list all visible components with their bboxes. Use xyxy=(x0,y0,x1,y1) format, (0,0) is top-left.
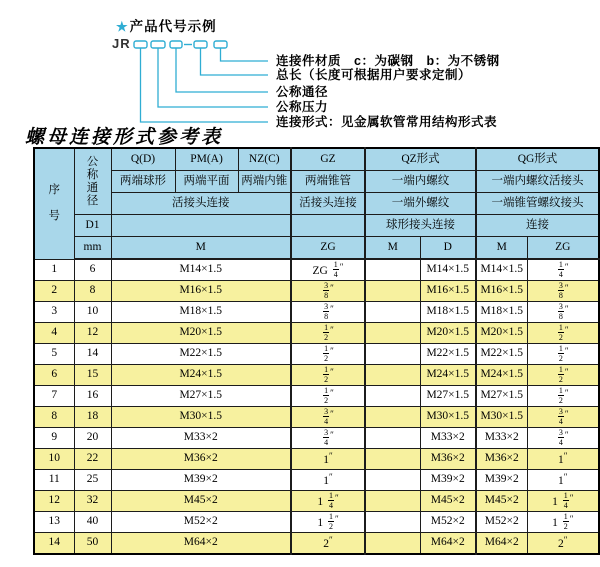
cell-qg-m: M20×1.5 xyxy=(476,323,527,344)
cell-m: M30×1.5 xyxy=(111,407,291,428)
cell-qg-zg: 1 $\frac{1}{2}$ ″ xyxy=(527,512,599,533)
col-header-seq: 序 号 xyxy=(34,148,74,259)
code-label-material: 连接件材质 c：为碳钢 b：为不锈钢 xyxy=(276,54,500,68)
cell-qg-zg: $\frac{3}{4}$ ″ xyxy=(527,428,599,449)
col-header-qz-desc2: 一端外螺纹 xyxy=(365,193,476,215)
col-header-qz-code: QZ形式 xyxy=(365,148,476,171)
cell-m: M39×2 xyxy=(111,470,291,491)
cell-seq: 9 xyxy=(34,428,74,449)
cell-dn: 15 xyxy=(74,365,111,386)
cell-zg: ZG $\frac{1}{4}$ ″ xyxy=(291,259,365,281)
table-row xyxy=(34,386,599,407)
star-icon: ★ xyxy=(116,19,128,34)
cell-dn: 14 xyxy=(74,344,111,365)
col-header-qz-conn: 球形接头连接 xyxy=(365,215,476,237)
cell-zg: $\frac{3}{4}$ ″ xyxy=(291,407,365,428)
table-row xyxy=(34,281,599,302)
cell-m: M22×1.5 xyxy=(111,344,291,365)
cell-qg-zg: $\frac{3}{8}$ ″ xyxy=(527,302,599,323)
cell-qg-zg: $\frac{1}{2}$ ″ xyxy=(527,386,599,407)
cell-m: M14×1.5 xyxy=(111,259,291,281)
cell-qg-m: M24×1.5 xyxy=(476,365,527,386)
cell-qg-zg: $\frac{1}{4}$ ″ xyxy=(527,259,599,281)
cell-qz-d: M14×1.5 xyxy=(420,259,476,281)
cell-seq: 7 xyxy=(34,386,74,407)
cell-qg-m: M22×1.5 xyxy=(476,344,527,365)
cell-dn: 22 xyxy=(74,449,111,470)
cell-seq: 3 xyxy=(34,302,74,323)
leader-line-length xyxy=(201,49,269,76)
table-row xyxy=(34,491,599,512)
header-blank-cell xyxy=(111,215,291,237)
col-header-gz-unit: ZG xyxy=(291,237,365,260)
cell-qz-d: M33×2 xyxy=(420,428,476,449)
leader-line-diameter xyxy=(176,49,268,93)
cell-zg: 1″ xyxy=(291,470,365,491)
code-label-form: 连接形式：见金属软管常用结构形式表 xyxy=(276,115,498,129)
col-header-gz-desc: 两端锥管 xyxy=(291,171,365,193)
cell-qz-m xyxy=(365,512,420,533)
cell-qg-zg: $\frac{3}{4}$ ″ xyxy=(527,407,599,428)
cell-m: M18×1.5 xyxy=(111,302,291,323)
cell-qz-d: M24×1.5 xyxy=(420,365,476,386)
cell-qg-m: M27×1.5 xyxy=(476,386,527,407)
col-header-union-conn: 活接头连接 xyxy=(111,193,291,215)
col-header-qz-desc1: 一端内螺纹 xyxy=(365,171,476,193)
col-header-dn: 公 称 通 径 xyxy=(74,148,111,215)
col-header-qg-desc1: 一端内螺纹活接头 xyxy=(476,171,599,193)
cell-dn: 12 xyxy=(74,323,111,344)
table-row xyxy=(34,470,599,491)
cell-dn: 10 xyxy=(74,302,111,323)
table-row xyxy=(34,344,599,365)
table-row xyxy=(34,428,599,449)
cell-zg: $\frac{3}{8}$ ″ xyxy=(291,302,365,323)
cell-qg-m: M16×1.5 xyxy=(476,281,527,302)
cell-m: M36×2 xyxy=(111,449,291,470)
cell-dn: 6 xyxy=(74,259,111,281)
cell-qz-d: M16×1.5 xyxy=(420,281,476,302)
cell-m: M64×2 xyxy=(111,533,291,555)
cell-seq: 11 xyxy=(34,470,74,491)
cell-qz-d: M22×1.5 xyxy=(420,344,476,365)
code-label-diameter: 公称通径 xyxy=(276,85,329,99)
col-header-mm: mm xyxy=(74,237,111,260)
cell-zg: 1 $\frac{1}{2}$ ″ xyxy=(291,512,365,533)
cell-qz-m xyxy=(365,302,420,323)
cell-qg-m: M64×2 xyxy=(476,533,527,555)
cell-zg: $\frac{1}{2}$ ″ xyxy=(291,365,365,386)
table-row xyxy=(34,533,599,555)
code-box-3 xyxy=(170,41,182,48)
cell-qz-d: M36×2 xyxy=(420,449,476,470)
cell-zg: 1″ xyxy=(291,449,365,470)
cell-dn: 40 xyxy=(74,512,111,533)
col-header-qg-desc2: 一端锥管螺纹接头 xyxy=(476,193,599,215)
cell-seq: 4 xyxy=(34,323,74,344)
col-header-gz-conn: 活接头连接 xyxy=(291,193,365,215)
col-header-gz-code: GZ xyxy=(291,148,365,171)
col-header-pm-code: PM(A) xyxy=(175,148,238,171)
cell-qz-d: M39×2 xyxy=(420,470,476,491)
table-row xyxy=(34,407,599,428)
cell-qg-m: M33×2 xyxy=(476,428,527,449)
cell-qg-m: M36×2 xyxy=(476,449,527,470)
cell-m: M45×2 xyxy=(111,491,291,512)
header-blank-cell xyxy=(291,215,365,237)
col-header-nz-code: NZ(C) xyxy=(238,148,291,171)
cell-zg: $\frac{1}{2}$ ″ xyxy=(291,386,365,407)
cell-qz-d: M45×2 xyxy=(420,491,476,512)
cell-zg: 1 $\frac{1}{4}$ ″ xyxy=(291,491,365,512)
cell-qz-d: M64×2 xyxy=(420,533,476,555)
cell-seq: 13 xyxy=(34,512,74,533)
cell-seq: 5 xyxy=(34,344,74,365)
table-row xyxy=(34,259,599,281)
cell-qz-m xyxy=(365,407,420,428)
cell-m: M52×2 xyxy=(111,512,291,533)
leader-line-material xyxy=(221,49,269,62)
col-header-pm-desc: 两端平面 xyxy=(175,171,238,193)
cell-zg: $\frac{1}{2}$ ″ xyxy=(291,344,365,365)
cell-qz-d: M20×1.5 xyxy=(420,323,476,344)
cell-m: M20×1.5 xyxy=(111,323,291,344)
code-box-1 xyxy=(134,41,147,48)
cell-zg: $\frac{3}{4}$ ″ xyxy=(291,428,365,449)
cell-dn: 16 xyxy=(74,386,111,407)
code-prefix: JR xyxy=(112,36,131,51)
cell-qg-zg: $\frac{1}{2}$ ″ xyxy=(527,344,599,365)
leader-line-pressure xyxy=(158,49,268,108)
col-header-qg-code: QG形式 xyxy=(476,148,599,171)
product-code-heading xyxy=(116,15,217,35)
table-row xyxy=(34,365,599,386)
col-header-qz-unit1: M xyxy=(365,237,420,260)
cell-qz-m xyxy=(365,344,420,365)
cell-seq: 8 xyxy=(34,407,74,428)
cell-qg-m: M45×2 xyxy=(476,491,527,512)
cell-dn: 32 xyxy=(74,491,111,512)
col-header-m-unit: M xyxy=(111,237,291,260)
table-row xyxy=(34,302,599,323)
cell-qz-d: M27×1.5 xyxy=(420,386,476,407)
product-code-heading-text: 产品代号示例 xyxy=(129,19,217,34)
cell-qg-zg: $\frac{1}{2}$ ″ xyxy=(527,365,599,386)
cell-dn: 20 xyxy=(74,428,111,449)
code-box-5 xyxy=(214,41,227,48)
cell-qg-zg: 1″ xyxy=(527,449,599,470)
table-body xyxy=(34,259,599,554)
cell-qz-d: M30×1.5 xyxy=(420,407,476,428)
cell-seq: 10 xyxy=(34,449,74,470)
cell-qz-m xyxy=(365,533,420,555)
code-box-2 xyxy=(151,41,165,48)
cell-qg-m: M52×2 xyxy=(476,512,527,533)
cell-qz-d: M18×1.5 xyxy=(420,302,476,323)
cell-zg: $\frac{1}{2}$ ″ xyxy=(291,323,365,344)
cell-seq: 2 xyxy=(34,281,74,302)
cell-zg: $\frac{3}{8}$ ″ xyxy=(291,281,365,302)
cell-dn: 25 xyxy=(74,470,111,491)
cell-seq: 1 xyxy=(34,259,74,281)
code-box-4 xyxy=(194,41,207,48)
cell-qz-m xyxy=(365,386,420,407)
cell-qg-m: M39×2 xyxy=(476,470,527,491)
col-header-qg-unit2: ZG xyxy=(527,237,599,260)
col-header-qg-conn: 连接 xyxy=(476,215,599,237)
cell-m: M33×2 xyxy=(111,428,291,449)
cell-seq: 6 xyxy=(34,365,74,386)
table-row xyxy=(34,449,599,470)
cell-m: M24×1.5 xyxy=(111,365,291,386)
cell-dn: 50 xyxy=(74,533,111,555)
table-row xyxy=(34,323,599,344)
cell-qz-m xyxy=(365,428,420,449)
cell-qg-m: M14×1.5 xyxy=(476,259,527,281)
leader-line-form xyxy=(141,49,269,123)
cell-qz-m xyxy=(365,323,420,344)
col-header-nz-desc: 两端内锥 xyxy=(238,171,291,193)
cell-dn: 18 xyxy=(74,407,111,428)
cell-dn: 8 xyxy=(74,281,111,302)
cell-qg-zg: $\frac{3}{8}$ ″ xyxy=(527,281,599,302)
cell-qz-m xyxy=(365,259,420,281)
cell-seq: 12 xyxy=(34,491,74,512)
col-header-d1: D1 xyxy=(74,215,111,237)
cell-m: M16×1.5 xyxy=(111,281,291,302)
code-label-pressure: 公称压力 xyxy=(276,100,329,114)
cell-qg-m: M30×1.5 xyxy=(476,407,527,428)
table-row xyxy=(34,512,599,533)
cell-qz-m xyxy=(365,491,420,512)
code-label-length: 总长（长度可根据用户要求定制） xyxy=(276,68,472,82)
cell-qz-m xyxy=(365,365,420,386)
cell-qg-zg: 1″ xyxy=(527,470,599,491)
cell-qg-zg: 2″ xyxy=(527,533,599,555)
nut-connection-reference-table xyxy=(33,147,600,555)
col-header-q-code: Q(D) xyxy=(111,148,175,171)
col-header-qz-unit2: D xyxy=(420,237,476,260)
cell-qz-d: M52×2 xyxy=(420,512,476,533)
col-header-qg-unit1: M xyxy=(476,237,527,260)
cell-qg-zg: $\frac{1}{2}$ ″ xyxy=(527,323,599,344)
cell-qz-m xyxy=(365,470,420,491)
cell-seq: 14 xyxy=(34,533,74,555)
cell-qz-m xyxy=(365,281,420,302)
cell-qg-zg: 1 $\frac{1}{4}$ ″ xyxy=(527,491,599,512)
cell-qz-m xyxy=(365,449,420,470)
cell-qg-m: M18×1.5 xyxy=(476,302,527,323)
cell-m: M27×1.5 xyxy=(111,386,291,407)
section-title: 螺母连接形式参考表 xyxy=(25,127,224,148)
col-header-q-desc: 两端球形 xyxy=(111,171,175,193)
cell-zg: 2″ xyxy=(291,533,365,555)
